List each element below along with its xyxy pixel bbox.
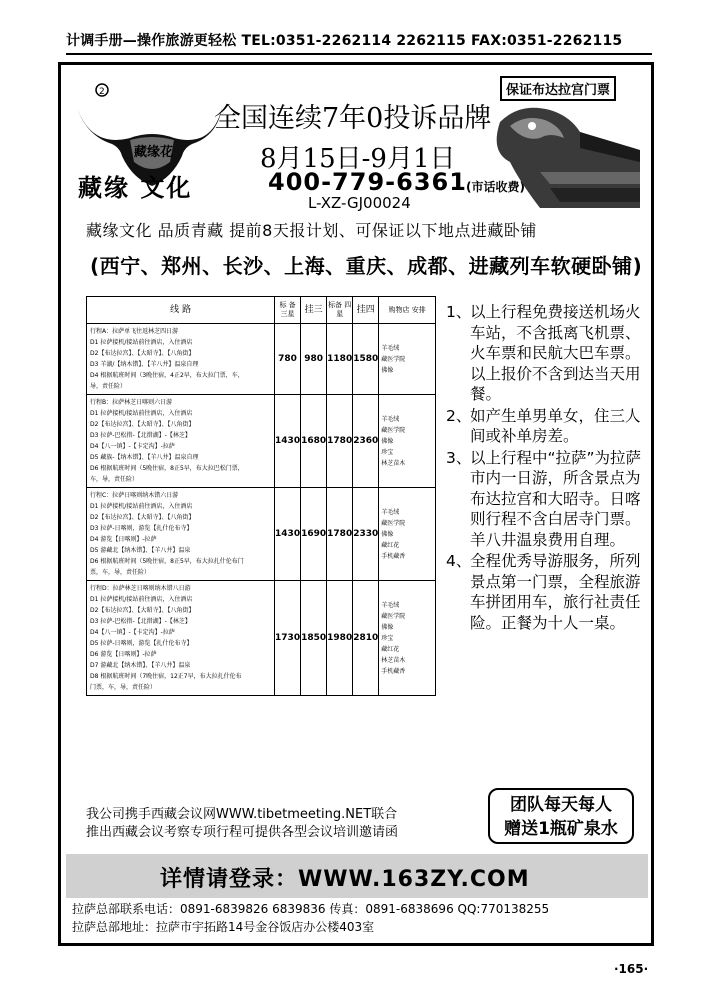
logo-label: 藏缘花 [134, 145, 174, 160]
price-cell: 1730 [275, 581, 301, 696]
route-line: D8 根据航班时间（7晚住宿，12正7早，布大拉扎什伦布 [90, 673, 242, 680]
shop-item: 林芝苗木 [381, 656, 406, 664]
route-line: D1 拉萨接机/接站前往酒店，入住酒店 [90, 503, 193, 510]
conference-line-1: 我公司携手西藏会议网WWW.tibetmeeting.NET联合 [86, 807, 398, 822]
hotline: 400-779-6361 [268, 168, 467, 196]
route-line: 行程A：拉萨单飞往返林芝四日游 [90, 328, 179, 335]
col-hang4: 挂四 [353, 297, 379, 324]
route-line: 行程B：拉萨林芝日喀则六日游 [90, 399, 173, 406]
col-shop: 购物店 安排 [379, 297, 436, 324]
shop-item: 藏医学院 [381, 426, 406, 434]
route-line: D3 拉萨-巴松措-【北措湖】-【林芝】 [90, 618, 191, 625]
gift-line-2: 赠送1瓶矿泉水 [504, 819, 618, 839]
price-cell: 1780 [327, 488, 353, 581]
table-row [87, 581, 436, 696]
route-line: 导，责任险） [90, 383, 127, 390]
shop-item: 佛像 [381, 530, 394, 538]
itinerary-table [86, 296, 436, 696]
note-item [446, 406, 646, 447]
price-cell: 1850 [301, 581, 327, 696]
note-number: 3、 [446, 448, 472, 467]
note-text: 以上行程免费接送机场火车站，不含抵离飞机票、火车票和民航大巴车票。以上报价不含到达当天用餐。 [470, 303, 641, 403]
route-line: D4 游览【日喀则】-拉萨 [90, 536, 157, 543]
table-row [87, 395, 436, 488]
shop-item: 羊毛绒 [381, 508, 400, 516]
contact-phone: 拉萨总部联系电话：0891-6839826 6839836 传真：0891-6838696 QQ:770138255 [72, 902, 550, 916]
water-gift-badge [488, 788, 634, 844]
price-cell: 1430 [275, 488, 301, 581]
route-description [87, 581, 275, 696]
shop-item: 林芝苗木 [381, 459, 406, 467]
route-line: D1 拉萨接机/接站前往酒店，入住酒店 [90, 339, 193, 346]
route-line: D4【八一镇】-【卡定沟】-拉萨 [90, 443, 175, 450]
price-cell: 2360 [353, 395, 379, 488]
shop-cell [379, 395, 436, 488]
shop-item: 羊毛绒 [381, 601, 400, 609]
price-cell: 1690 [301, 488, 327, 581]
shop-item: 藏医学院 [381, 355, 406, 363]
price-cell: 1980 [327, 581, 353, 696]
route-line: D3 拉萨-日喀则，游览【扎什伦布寺】 [90, 525, 193, 532]
table-row [87, 324, 436, 395]
shop-item: 珍宝 [381, 448, 394, 456]
note-item [446, 551, 646, 633]
conference-line-2: 推出西藏会议考察专项行程可提供各型会议培训邀请函 [86, 825, 399, 840]
note-number: 2、 [446, 406, 472, 425]
route-line: D4 根据航班时间（3晚住宿，4正2早，布大拉门票，车， [90, 372, 244, 379]
price-cell: 1680 [301, 395, 327, 488]
table-row [87, 488, 436, 581]
route-line: 行程C：拉萨日喀则纳木错六日游 [90, 492, 179, 499]
route-line: D6 根据航班时间（5晚住宿，8正5早，布大拉扎什伦布门 [90, 558, 244, 565]
shop-item: 藏红花 [381, 645, 400, 653]
price-cell: 2810 [353, 581, 379, 696]
note-item [446, 302, 646, 405]
guarantee-badge: 保证布达拉宫门票 [500, 76, 616, 101]
price-cell: 780 [275, 324, 301, 395]
route-line: D4【八一镇】-【卡定沟】-拉萨 [90, 629, 175, 636]
note-text: 全程优秀导游服务，所列景点第一门票，全程旅游车拼团用车，旅行社责任险。正餐为十人一桌。 [470, 552, 641, 632]
route-line: D5 拉萨-日喀则，游览【扎什伦布寺】 [90, 640, 193, 647]
note-number: 4、 [446, 552, 472, 570]
route-line: D7 游藏北【纳木错】、【羊八井】温泉 [90, 662, 191, 669]
note-number: 1、 [446, 303, 472, 321]
departure-cities: (西宁、郑州、长沙、上海、重庆、成都、进藏列车软硬卧铺) [90, 254, 643, 278]
svg-text:2: 2 [99, 87, 105, 97]
shop-item: 羊毛绒 [381, 344, 400, 352]
note-text: 以上行程中“拉萨”为拉萨市内一日游，所含景点为布达拉宫和大昭寺。日喀则行程不含白居寺门票。羊八井温泉费用自理。 [470, 448, 642, 549]
price-cell: 980 [301, 324, 327, 395]
route-line: 门票，车，导，责任险） [90, 684, 157, 691]
brand-name: 藏缘 文化 [78, 173, 193, 202]
route-line: D2【布达拉宫】、【大昭寺】、【八角街】 [90, 607, 195, 614]
route-line: D5 游藏北【纳木错】、【羊八井】温泉 [90, 547, 191, 554]
route-line: D1 拉萨接机/接站前往酒店，入住酒店 [90, 596, 193, 603]
page-number: ·165· [614, 962, 649, 976]
shop-item: 手机藏香 [381, 667, 406, 675]
shop-item: 羊毛绒 [381, 415, 400, 423]
shop-cell [379, 324, 436, 395]
route-line: D6 根据航班时间（5晚住宿，8正5早，布大拉巴松门票， [90, 465, 244, 472]
conference-promo [86, 806, 486, 842]
price-cell: 1780 [327, 395, 353, 488]
route-line: D1 拉萨接机/接站前往酒店，入住酒店 [90, 410, 193, 417]
shop-item: 藏红花 [381, 541, 400, 549]
dragon-roof-ornament [480, 92, 646, 208]
shop-item: 手机藏香 [381, 552, 406, 560]
price-cell: 1180 [327, 324, 353, 395]
shop-item: 藏医学院 [381, 519, 406, 527]
shop-cell [379, 581, 436, 696]
route-line: D2【布达拉宫】、【大昭寺】、【八角街】 [90, 514, 195, 521]
route-description [87, 395, 275, 488]
note-item [446, 448, 646, 551]
col-route: 线 路 [87, 297, 275, 324]
route-line: 车，导，责任险） [90, 476, 139, 483]
route-description [87, 488, 275, 581]
route-line: 行程D：拉萨林芝日喀则纳木错八日游 [90, 585, 191, 592]
route-line: D2【布达拉宫】、【大昭寺】、【八角街】 [90, 350, 195, 357]
route-line: D3 羊湖/【纳木错】、【羊八井】温泉自理 [90, 361, 199, 368]
price-cell: 1580 [353, 324, 379, 395]
gift-line-1: 团队每天每人 [510, 795, 612, 815]
shop-item: 佛像 [381, 366, 394, 374]
route-line: D5 藏族-【纳木错】、【羊八井】温泉自理 [90, 454, 199, 461]
note-text: 如产生单男单女，住三人间或补单房差。 [470, 406, 641, 445]
shop-item: 佛像 [381, 623, 394, 631]
col-double: 标 备 三星 [275, 297, 301, 324]
intro-line: 藏缘文化 品质青藏 提前8天报计划、可保证以下地点进藏卧铺 [86, 221, 537, 240]
route-line: D2【布达拉宫】、【大昭寺】、【八角街】 [90, 421, 195, 428]
header-rule [66, 53, 652, 55]
shop-cell [379, 488, 436, 581]
price-cell: 2330 [353, 488, 379, 581]
page-header: 计调手册—操作旅游更轻松 TEL:0351-2262114 2262115 FAX:0351-2262115 [66, 33, 623, 49]
license-number: L-XZ-GJ00024 [308, 194, 411, 212]
hotline-note: (市话收费) [466, 180, 525, 194]
route-line: D6 游览【日喀则】-拉萨 [90, 651, 157, 658]
date-range: 8月15日-9月1日 [260, 144, 456, 174]
contact-address: 拉萨总部地址：拉萨市宇拓路14号金谷饭店办公楼403室 [72, 920, 375, 934]
shop-item: 藏医学院 [381, 612, 406, 620]
notes-list [446, 302, 646, 633]
shop-item: 珍宝 [381, 634, 394, 642]
website-link[interactable]: 详情请登录：WWW.163ZY.COM [160, 867, 530, 892]
route-description [87, 324, 275, 395]
shop-item: 佛像 [381, 437, 394, 445]
price-cell: 1430 [275, 395, 301, 488]
col-star4: 标备 四星 [327, 297, 353, 324]
route-line: D3 拉萨-巴松措-【北措湖】-【林芝】 [90, 432, 191, 439]
col-star3: 挂三 [301, 297, 327, 324]
route-line: 票，车，导，责任险） [90, 569, 151, 576]
ad-title: 全国连续7年0投诉品牌 [214, 103, 492, 134]
